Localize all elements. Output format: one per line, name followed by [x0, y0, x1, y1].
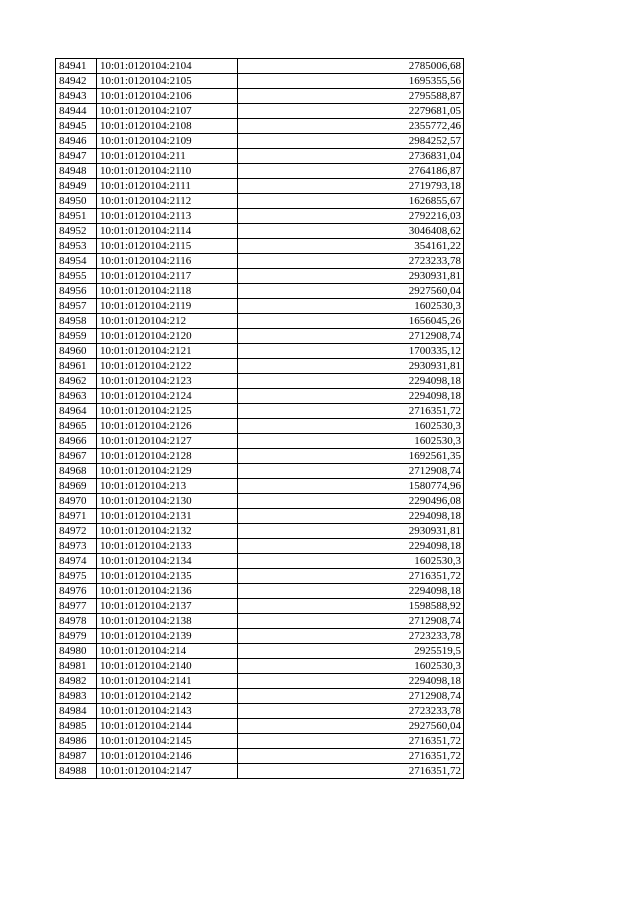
row-number-cell: 84986	[56, 734, 97, 749]
cadastral-number-cell: 10:01:0120104:2142	[97, 689, 238, 704]
cadastral-value-cell: 2927560,04	[238, 284, 464, 299]
cadastral-value-table	[55, 58, 464, 779]
cadastral-value-cell: 1656045,26	[238, 314, 464, 329]
cadastral-value-cell: 2294098,18	[238, 674, 464, 689]
cadastral-value-cell: 2294098,18	[238, 509, 464, 524]
cadastral-value-cell: 2925519,5	[238, 644, 464, 659]
cadastral-number-cell: 10:01:0120104:2127	[97, 434, 238, 449]
cadastral-number-cell: 10:01:0120104:2110	[97, 164, 238, 179]
cadastral-number-cell: 10:01:0120104:2129	[97, 464, 238, 479]
cadastral-value-cell: 1626855,67	[238, 194, 464, 209]
row-number-cell: 84960	[56, 344, 97, 359]
table-row	[56, 764, 464, 779]
table-row	[56, 734, 464, 749]
cadastral-value-cell: 2712908,74	[238, 689, 464, 704]
cadastral-value-cell: 2294098,18	[238, 584, 464, 599]
cadastral-number-cell: 10:01:0120104:2106	[97, 89, 238, 104]
cadastral-number-cell: 10:01:0120104:2114	[97, 224, 238, 239]
cadastral-number-cell: 10:01:0120104:2104	[97, 59, 238, 74]
cadastral-number-cell: 10:01:0120104:2123	[97, 374, 238, 389]
table-row	[56, 509, 464, 524]
table-row	[56, 299, 464, 314]
cadastral-number-cell: 10:01:0120104:2139	[97, 629, 238, 644]
row-number-cell: 84964	[56, 404, 97, 419]
row-number-cell: 84949	[56, 179, 97, 194]
row-number-cell: 84953	[56, 239, 97, 254]
row-number-cell: 84981	[56, 659, 97, 674]
cadastral-value-cell: 2294098,18	[238, 389, 464, 404]
cadastral-value-cell: 2355772,46	[238, 119, 464, 134]
cadastral-value-cell: 2930931,81	[238, 269, 464, 284]
cadastral-number-cell: 10:01:0120104:2125	[97, 404, 238, 419]
table-row	[56, 524, 464, 539]
table-row	[56, 149, 464, 164]
table-row	[56, 749, 464, 764]
cadastral-value-cell: 1602530,3	[238, 434, 464, 449]
cadastral-value-cell: 2294098,18	[238, 539, 464, 554]
row-number-cell: 84948	[56, 164, 97, 179]
cadastral-number-cell: 10:01:0120104:2146	[97, 749, 238, 764]
table-row	[56, 59, 464, 74]
table-row	[56, 269, 464, 284]
row-number-cell: 84971	[56, 509, 97, 524]
cadastral-number-cell: 10:01:0120104:2108	[97, 119, 238, 134]
row-number-cell: 84952	[56, 224, 97, 239]
table-row	[56, 539, 464, 554]
row-number-cell: 84979	[56, 629, 97, 644]
cadastral-number-cell: 10:01:0120104:2122	[97, 359, 238, 374]
cadastral-number-cell: 10:01:0120104:2137	[97, 599, 238, 614]
cadastral-number-cell: 10:01:0120104:2111	[97, 179, 238, 194]
table-row	[56, 179, 464, 194]
cadastral-value-cell: 3046408,62	[238, 224, 464, 239]
row-number-cell: 84975	[56, 569, 97, 584]
row-number-cell: 84961	[56, 359, 97, 374]
cadastral-value-cell: 1602530,3	[238, 299, 464, 314]
cadastral-number-cell: 10:01:0120104:2131	[97, 509, 238, 524]
table-row	[56, 374, 464, 389]
cadastral-value-cell: 2719793,18	[238, 179, 464, 194]
table-row	[56, 584, 464, 599]
cadastral-number-cell: 10:01:0120104:2126	[97, 419, 238, 434]
table-row	[56, 359, 464, 374]
cadastral-value-cell: 1580774,96	[238, 479, 464, 494]
cadastral-number-cell: 10:01:0120104:2141	[97, 674, 238, 689]
cadastral-value-cell: 2984252,57	[238, 134, 464, 149]
table-row	[56, 599, 464, 614]
row-number-cell: 84973	[56, 539, 97, 554]
table-row	[56, 689, 464, 704]
cadastral-value-cell: 2712908,74	[238, 464, 464, 479]
cadastral-number-cell: 10:01:0120104:2147	[97, 764, 238, 779]
table-row	[56, 194, 464, 209]
cadastral-value-cell: 1700335,12	[238, 344, 464, 359]
table-row	[56, 389, 464, 404]
row-number-cell: 84969	[56, 479, 97, 494]
cadastral-value-cell: 2927560,04	[238, 719, 464, 734]
table-row	[56, 629, 464, 644]
cadastral-value-cell: 2930931,81	[238, 524, 464, 539]
row-number-cell: 84944	[56, 104, 97, 119]
cadastral-number-cell: 10:01:0120104:2143	[97, 704, 238, 719]
row-number-cell: 84945	[56, 119, 97, 134]
cadastral-number-cell: 10:01:0120104:2140	[97, 659, 238, 674]
cadastral-number-cell: 10:01:0120104:2145	[97, 734, 238, 749]
cadastral-value-cell: 2785006,68	[238, 59, 464, 74]
cadastral-number-cell: 10:01:0120104:2134	[97, 554, 238, 569]
row-number-cell: 84974	[56, 554, 97, 569]
table-row	[56, 419, 464, 434]
table-row	[56, 209, 464, 224]
cadastral-value-cell: 2716351,72	[238, 734, 464, 749]
cadastral-number-cell: 10:01:0120104:2105	[97, 74, 238, 89]
cadastral-value-cell: 2712908,74	[238, 329, 464, 344]
cadastral-value-cell: 2723233,78	[238, 254, 464, 269]
table-row	[56, 434, 464, 449]
cadastral-number-cell: 10:01:0120104:213	[97, 479, 238, 494]
cadastral-number-cell: 10:01:0120104:2144	[97, 719, 238, 734]
row-number-cell: 84942	[56, 74, 97, 89]
cadastral-value-cell: 2930931,81	[238, 359, 464, 374]
row-number-cell: 84954	[56, 254, 97, 269]
cadastral-value-cell: 2716351,72	[238, 749, 464, 764]
row-number-cell: 84982	[56, 674, 97, 689]
cadastral-number-cell: 10:01:0120104:2124	[97, 389, 238, 404]
cadastral-number-cell: 10:01:0120104:2135	[97, 569, 238, 584]
row-number-cell: 84956	[56, 284, 97, 299]
cadastral-number-cell: 10:01:0120104:2130	[97, 494, 238, 509]
row-number-cell: 84972	[56, 524, 97, 539]
table-row	[56, 554, 464, 569]
table-row	[56, 104, 464, 119]
cadastral-number-cell: 10:01:0120104:2109	[97, 134, 238, 149]
row-number-cell: 84987	[56, 749, 97, 764]
row-number-cell: 84966	[56, 434, 97, 449]
row-number-cell: 84985	[56, 719, 97, 734]
cadastral-value-cell: 1598588,92	[238, 599, 464, 614]
table-row	[56, 569, 464, 584]
table-row	[56, 344, 464, 359]
row-number-cell: 84955	[56, 269, 97, 284]
cadastral-value-cell: 1695355,56	[238, 74, 464, 89]
table-row	[56, 674, 464, 689]
cadastral-value-cell: 2290496,08	[238, 494, 464, 509]
row-number-cell: 84946	[56, 134, 97, 149]
row-number-cell: 84983	[56, 689, 97, 704]
row-number-cell: 84958	[56, 314, 97, 329]
cadastral-number-cell: 10:01:0120104:2118	[97, 284, 238, 299]
cadastral-number-cell: 10:01:0120104:2117	[97, 269, 238, 284]
row-number-cell: 84984	[56, 704, 97, 719]
row-number-cell: 84967	[56, 449, 97, 464]
cadastral-value-cell: 2723233,78	[238, 704, 464, 719]
table-row	[56, 239, 464, 254]
table-row	[56, 329, 464, 344]
cadastral-value-cell: 2716351,72	[238, 764, 464, 779]
table-row	[56, 614, 464, 629]
row-number-cell: 84988	[56, 764, 97, 779]
cadastral-number-cell: 10:01:0120104:2128	[97, 449, 238, 464]
table-row	[56, 659, 464, 674]
table-row	[56, 464, 464, 479]
cadastral-number-cell: 10:01:0120104:211	[97, 149, 238, 164]
table-row	[56, 119, 464, 134]
table-row	[56, 164, 464, 179]
row-number-cell: 84959	[56, 329, 97, 344]
cadastral-value-cell: 1602530,3	[238, 554, 464, 569]
table-row	[56, 494, 464, 509]
table-row	[56, 704, 464, 719]
row-number-cell: 84941	[56, 59, 97, 74]
row-number-cell: 84968	[56, 464, 97, 479]
cadastral-number-cell: 10:01:0120104:2119	[97, 299, 238, 314]
cadastral-number-cell: 10:01:0120104:2116	[97, 254, 238, 269]
cadastral-value-cell: 2736831,04	[238, 149, 464, 164]
table-row	[56, 254, 464, 269]
table-row	[56, 284, 464, 299]
cadastral-value-cell: 1602530,3	[238, 659, 464, 674]
table-row	[56, 134, 464, 149]
row-number-cell: 84943	[56, 89, 97, 104]
cadastral-value-cell: 2279681,05	[238, 104, 464, 119]
cadastral-value-cell: 2723233,78	[238, 629, 464, 644]
table-row	[56, 89, 464, 104]
row-number-cell: 84950	[56, 194, 97, 209]
table-row	[56, 224, 464, 239]
row-number-cell: 84978	[56, 614, 97, 629]
cadastral-number-cell: 10:01:0120104:2112	[97, 194, 238, 209]
table-row	[56, 74, 464, 89]
cadastral-number-cell: 10:01:0120104:2113	[97, 209, 238, 224]
table-row	[56, 404, 464, 419]
table-body	[56, 59, 464, 779]
cadastral-number-cell: 10:01:0120104:2132	[97, 524, 238, 539]
cadastral-number-cell: 10:01:0120104:212	[97, 314, 238, 329]
cadastral-value-cell: 1602530,3	[238, 419, 464, 434]
cadastral-number-cell: 10:01:0120104:2120	[97, 329, 238, 344]
table-row	[56, 719, 464, 734]
cadastral-number-cell: 10:01:0120104:2133	[97, 539, 238, 554]
row-number-cell: 84963	[56, 389, 97, 404]
row-number-cell: 84976	[56, 584, 97, 599]
row-number-cell: 84947	[56, 149, 97, 164]
cadastral-value-cell: 2795588,87	[238, 89, 464, 104]
row-number-cell: 84970	[56, 494, 97, 509]
row-number-cell: 84962	[56, 374, 97, 389]
cadastral-number-cell: 10:01:0120104:2115	[97, 239, 238, 254]
row-number-cell: 84951	[56, 209, 97, 224]
cadastral-number-cell: 10:01:0120104:2136	[97, 584, 238, 599]
cadastral-value-cell: 2294098,18	[238, 374, 464, 389]
row-number-cell: 84965	[56, 419, 97, 434]
cadastral-value-cell: 354161,22	[238, 239, 464, 254]
table-row	[56, 314, 464, 329]
table-row	[56, 479, 464, 494]
cadastral-value-cell: 2792216,03	[238, 209, 464, 224]
cadastral-value-cell: 2716351,72	[238, 404, 464, 419]
table-row	[56, 449, 464, 464]
row-number-cell: 84980	[56, 644, 97, 659]
cadastral-value-cell: 2716351,72	[238, 569, 464, 584]
cadastral-number-cell: 10:01:0120104:214	[97, 644, 238, 659]
cadastral-value-cell: 1692561,35	[238, 449, 464, 464]
row-number-cell: 84957	[56, 299, 97, 314]
table-row	[56, 644, 464, 659]
row-number-cell: 84977	[56, 599, 97, 614]
cadastral-value-cell: 2712908,74	[238, 614, 464, 629]
cadastral-number-cell: 10:01:0120104:2107	[97, 104, 238, 119]
cadastral-value-cell: 2764186,87	[238, 164, 464, 179]
cadastral-number-cell: 10:01:0120104:2138	[97, 614, 238, 629]
cadastral-number-cell: 10:01:0120104:2121	[97, 344, 238, 359]
